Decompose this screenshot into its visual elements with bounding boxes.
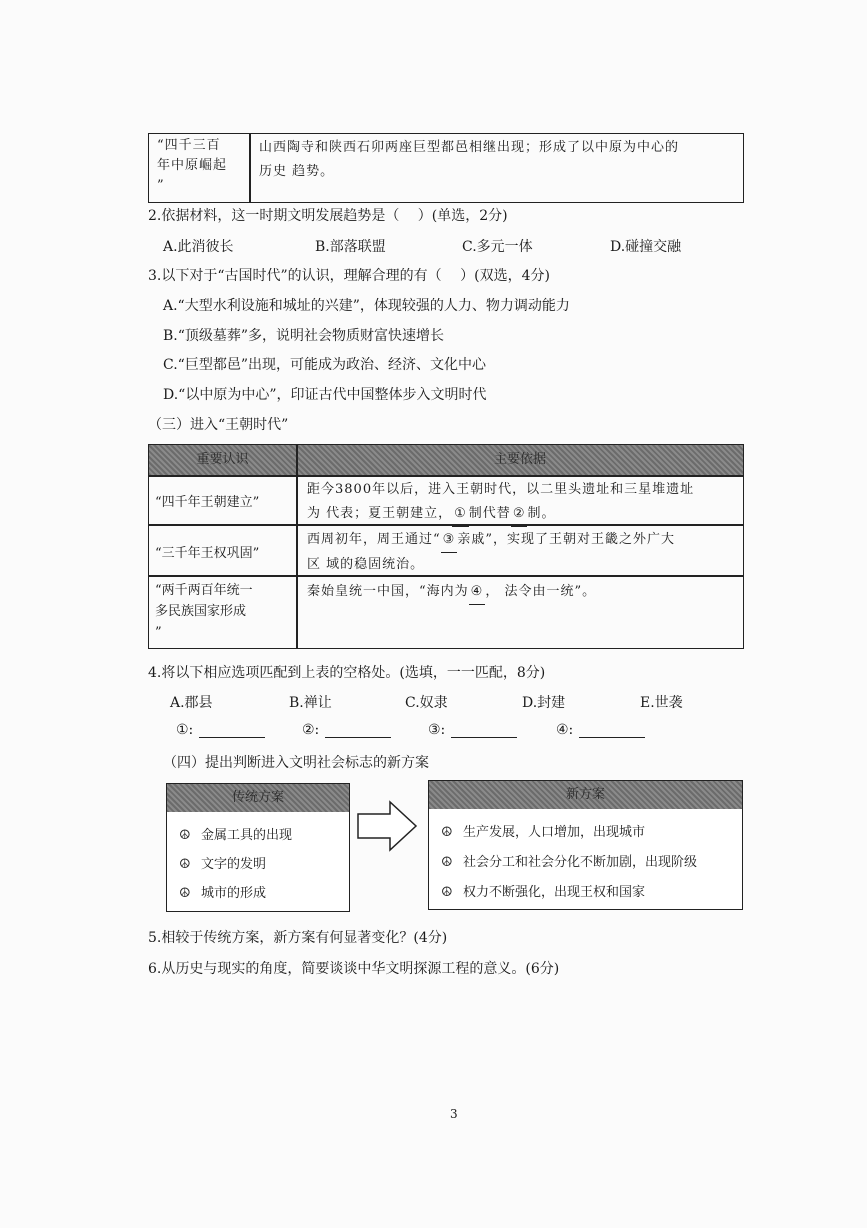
q3-option-d[interactable]: D.“以中原为中心”，印证古代中国整体步入文明时代	[163, 387, 487, 403]
top-table	[148, 133, 744, 203]
answer-blank-1[interactable]: ①:	[176, 722, 265, 738]
section3-title: （三）进入“王朝时代”	[148, 417, 289, 433]
q3-option-c[interactable]: C.“巨型都邑”出现，可能成为政治、经济、文化中心	[163, 357, 486, 373]
top-table-right: 山西陶寺和陕西石卯两座巨型都邑相继出现；形成了以中原为中心的 历史 趋势。	[259, 140, 680, 179]
row2-right: 西周初年，周王通过“ ③ 亲戚”，实现了王朝对王畿之外广大 区 域的稳固统治。	[307, 528, 675, 577]
q2-option-d[interactable]: D.碰撞交融	[610, 239, 682, 255]
q3-stem: 3.以下对于“古国时代”的认识，理解合理的有（ ）(双选，4分)	[148, 268, 550, 284]
row1-right: 距今3800年以后，进入王朝时代，以二里头遗址和三星堆遗址 为 代表；夏王朝建立， ① 制代替 ② 制。	[307, 478, 694, 527]
blank-mark-2: ②	[511, 502, 528, 527]
row2-left: “三千年王权巩固”	[155, 546, 260, 561]
answer-blank-4[interactable]: ④:	[556, 722, 645, 738]
q2-stem: 2.依据材料，这一时期文明发展趋势是（ ）(单选，2分)	[148, 208, 508, 224]
right-arrow-icon	[356, 800, 418, 852]
q2-option-c[interactable]: C.多元一体	[462, 239, 533, 255]
bullet-icon: ☮	[441, 855, 453, 870]
traditional-item-3: ☮ 城市的形成	[179, 886, 267, 901]
new-item-2: ☮ 社会分工和社会分化不断加剧，出现阶级	[441, 855, 698, 870]
q5-stem: 5.相较于传统方案，新方案有何显著变化？(4分)	[148, 930, 448, 946]
traditional-plan-box	[166, 783, 350, 912]
dynasty-table-header-left: 重要认识	[149, 445, 296, 475]
page-number: 3	[450, 1107, 458, 1121]
dynasty-table	[148, 444, 744, 649]
q4-option-b: B.禅让	[289, 695, 332, 711]
q4-option-c: C.奴隶	[405, 695, 448, 711]
row3-left: “两千两百年统一 多民族国家形成 ”	[155, 583, 253, 640]
bullet-icon: ☮	[179, 886, 191, 901]
answer-blank-3[interactable]: ③:	[428, 722, 517, 738]
dynasty-table-hdivider-1	[149, 475, 743, 477]
q6-stem: 6.从历史与现实的角度，简要谈谈中华文明探源工程的意义。(6分)	[148, 961, 560, 977]
traditional-item-2: ☮ 文字的发明	[179, 857, 267, 872]
q2-option-b[interactable]: B.部落联盟	[315, 239, 386, 255]
q4-option-e: E.世袭	[640, 695, 683, 711]
bullet-icon: ☮	[179, 857, 191, 872]
q4-option-d: D.封建	[522, 695, 566, 711]
traditional-item-1: ☮ 金属工具的出现	[179, 828, 293, 843]
new-plan-box	[428, 780, 743, 910]
new-plan-header: 新方案	[429, 781, 742, 809]
new-item-1: ☮ 生产发展，人口增加，出现城市	[441, 825, 646, 840]
blank-mark-3: ③	[441, 528, 458, 553]
row1-left: “四千年王朝建立”	[155, 495, 260, 510]
new-item-3: ☮ 权力不断强化，出现王权和国家	[441, 885, 646, 900]
q3-option-b[interactable]: B.“顶级墓葬”多，说明社会物质财富快速增长	[163, 328, 445, 344]
bullet-icon: ☮	[179, 828, 191, 843]
q4-stem: 4.将以下相应选项匹配到上表的空格处。(选填，一一匹配，8分)	[148, 665, 546, 681]
q4-option-a: A.郡县	[170, 695, 213, 711]
row3-right: 秦始皇统一中国，“海内为 ④ ， 法令由一统”。	[307, 580, 596, 605]
traditional-plan-header: 传统方案	[167, 784, 349, 812]
q3-option-a[interactable]: A.“大型水利设施和城址的兴建”，体现较强的人力、物力调动能力	[163, 298, 570, 314]
dynasty-table-header-right: 主要依据	[297, 445, 743, 475]
q2-option-a[interactable]: A.此消彼长	[163, 239, 234, 255]
answer-blank-2[interactable]: ②:	[302, 722, 391, 738]
top-table-divider	[249, 134, 251, 202]
bullet-icon: ☮	[441, 825, 453, 840]
blank-mark-4: ④	[469, 580, 486, 605]
top-table-left: “四千三百 年中原崛起 ”	[157, 138, 228, 193]
blank-mark-1: ①	[452, 502, 469, 527]
section4-title: （四）提出判断进入文明社会标志的新方案	[163, 755, 429, 771]
bullet-icon: ☮	[441, 885, 453, 900]
